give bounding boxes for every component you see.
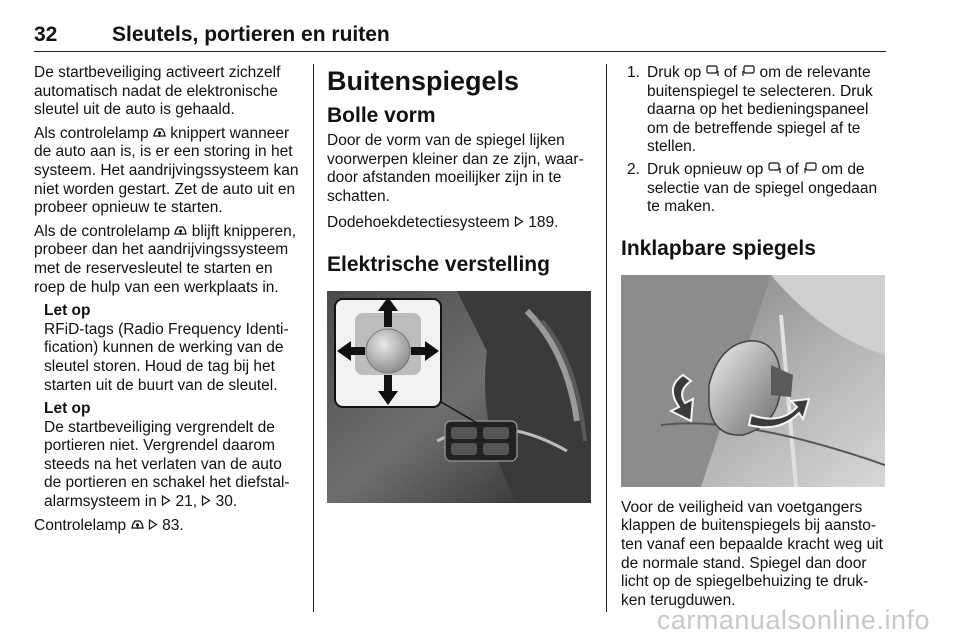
note-box (34, 400, 302, 512)
paragraph (34, 125, 302, 218)
paragraph (34, 517, 302, 536)
note-text: RFiD-tags (Radio Frequency Identification) kunnen de werking van de sleutel storen. Houd de tag bij het starten uit de buurt van de sleutel. (44, 320, 289, 394)
text: om de selectie van de spiegel ongedaan te maken. (647, 160, 878, 216)
text: Als de controlelamp (34, 222, 175, 240)
section-title: Inklapbare spiegels (621, 236, 816, 260)
column-1 (34, 64, 302, 540)
text: Druk op (647, 64, 706, 81)
page-header (34, 18, 886, 52)
note-text: De startbeveiliging vergrendelt de portieren niet. Vergrendel daarom steeds na het verlaten van de auto de portieren en schakel het diefstalalarmsysteem in (44, 418, 290, 511)
page-reference[interactable]: 30. (215, 493, 238, 511)
reference-triangle-icon[interactable] (161, 495, 171, 506)
page-reference[interactable]: 83. (157, 516, 184, 534)
chapter-title: Sleutels, portieren en ruiten (112, 23, 390, 46)
reference-triangle-icon[interactable] (148, 519, 158, 530)
mirror-select-right-icon (803, 162, 817, 174)
mirror-control-illustration (327, 291, 591, 503)
note-label: Let op (44, 400, 91, 418)
text: of (719, 64, 742, 81)
reference-triangle-icon[interactable] (201, 495, 211, 506)
list-item (621, 64, 887, 157)
text: Controlelamp (34, 516, 131, 534)
mirror-select-right-icon (741, 65, 755, 77)
paragraph: Door de vorm van de spiegel lijken voorwerpen kleiner dan ze zijn, waardoor afstanden moeilijker zijn in te schatten. (327, 132, 584, 205)
steps-list (621, 64, 887, 217)
column-2 (327, 64, 593, 503)
paragraph (327, 214, 593, 233)
column-divider (313, 64, 314, 612)
car-key-lamp-icon (153, 127, 166, 138)
column-divider (606, 64, 607, 612)
note-box (34, 302, 302, 395)
text: Als controlelamp (34, 124, 153, 142)
text: knippert wanneer de auto aan is, is er een storing in het systeem. Het aandrijvingssysteem kan niet worden gestart. Zet de auto uit en probeer opnieuw te starten. (34, 124, 299, 217)
paragraph: Voor de veiligheid van voetgangers klappen de buitenspiegels bij aanstoten vanaf een bepaalde kracht weg uit de normale stand. Spiegel dan door licht op de spiegelbehuizing te drukken terugduwen. (621, 498, 883, 609)
page-number: 32 (34, 23, 58, 46)
page-reference[interactable]: 21, (175, 493, 202, 511)
car-key-lamp-icon (131, 519, 144, 530)
mirror-select-left-icon (706, 65, 720, 77)
column-3 (621, 64, 887, 615)
paragraph (34, 223, 302, 297)
list-item (621, 161, 887, 217)
text: of (781, 160, 804, 178)
section-title: Buitenspiegels (327, 66, 520, 96)
text: om de relevante buitenspiegel te selecteren. Druk daarna op het bedieningspaneel om de betreffende spiegel af te stellen. (647, 64, 873, 156)
paragraph: De startbeveiliging activeert zichzelf automatisch nadat de elektronische sleutel uit de auto is gehaald. (34, 64, 281, 119)
text: blijft knipperen, probeer dan het aandrijvingssysteem met de reservesleutel te starten en roep de hulp van een werkplaats in. (34, 222, 296, 296)
note-label: Let op (44, 302, 91, 320)
section-title: Elektrische verstelling (327, 252, 550, 276)
text: Dodehoekdetectiesysteem (327, 214, 514, 232)
step-number: 1. (627, 64, 640, 81)
car-key-lamp-icon (174, 225, 187, 236)
page-reference[interactable]: 189. (523, 214, 559, 232)
reference-triangle-icon[interactable] (514, 216, 524, 227)
subsection-title: Bolle vorm (327, 104, 436, 127)
mirror-select-left-icon (768, 162, 782, 174)
text: Druk opnieuw op (647, 160, 768, 178)
watermark: carmanualsonline.info (656, 605, 930, 635)
step-number: 2. (627, 160, 640, 178)
folding-mirror-illustration (621, 275, 885, 487)
